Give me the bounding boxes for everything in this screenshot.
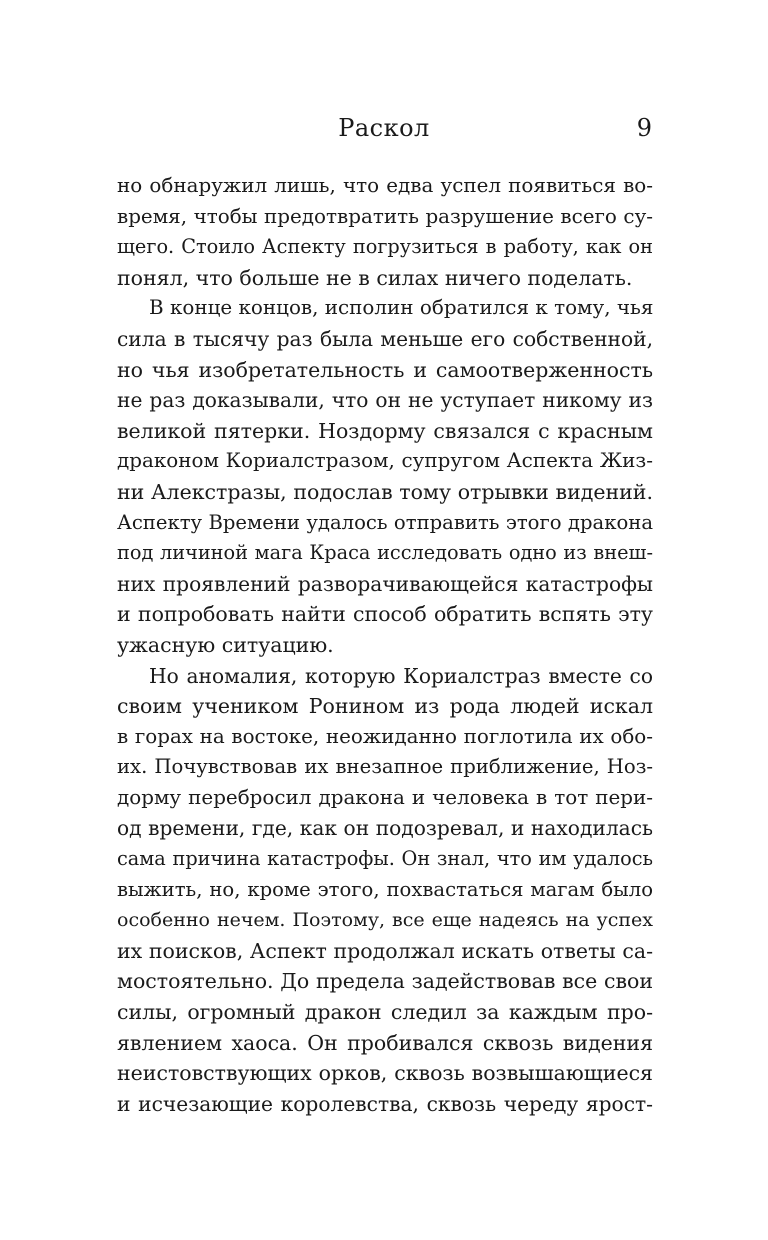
text-line: ужасную ситуацию. bbox=[117, 632, 334, 657]
text-line: их. Почувствовав их внезапное приближение, Ноз- bbox=[117, 755, 653, 779]
text-line: выжить, но, кроме этого, похвастаться магам было bbox=[117, 877, 653, 901]
text-line: силы, огромный дракон следил за каждым про- bbox=[117, 1000, 653, 1025]
body-text bbox=[117, 171, 653, 1119]
text-line: них проявлений разворачивающейся катастрофы bbox=[117, 571, 653, 596]
text-line: и исчезающие королевства, сквозь череду ярост- bbox=[117, 1091, 653, 1116]
text-line: явлением хаоса. Он пробивался сквозь видения bbox=[117, 1030, 653, 1055]
text-line: сама причина катастрофы. Он знал, что им удалось bbox=[117, 847, 653, 871]
text-line: щего. Стоило Аспекту погрузиться в работу, как он bbox=[117, 235, 653, 259]
text-line: од времени, где, как он подозревал, и находилась bbox=[117, 816, 653, 841]
text-line: но чья изобретательность и самоотверженность bbox=[117, 357, 653, 382]
text-line: не раз доказывали, что он не уступает никому из bbox=[117, 388, 653, 413]
text-line: и попробовать найти способ обратить вспять эту bbox=[117, 602, 653, 627]
text-line: время, чтобы предотвратить разрушение всего су- bbox=[117, 204, 653, 228]
text-line: ни Алекстразы, подослав тому отрывки видений. bbox=[117, 479, 653, 504]
text-line: особенно нечем. Поэтому, все еще надеясь на успех bbox=[117, 909, 653, 932]
page-number: 9 bbox=[636, 114, 652, 142]
text-line: Но аномалия, которую Кориалстраз вместе со bbox=[149, 663, 653, 688]
text-line: в горах на востоке, неожиданно поглотила их обо- bbox=[117, 724, 653, 748]
text-line: Аспекту Времени удалось отправить этого дракона bbox=[117, 510, 653, 534]
text-line: мостоятельно. До предела задействовав все свои bbox=[117, 969, 653, 994]
text-line: неистовствующих орков, сквозь возвышающиеся bbox=[117, 1061, 653, 1086]
text-line: их поисков, Аспект продолжал искать ответы са- bbox=[117, 938, 653, 963]
text-line: В конце концов, исполин обратился к тому, чья bbox=[149, 296, 654, 320]
text-line: драконом Кориалстразом, супругом Аспекта Жиз- bbox=[117, 449, 653, 473]
text-line: под личиной мага Краса исследовать одно из внеш- bbox=[117, 541, 653, 565]
running-title: Раскол bbox=[338, 114, 430, 142]
text-line: понял, что больше не в силах ничего поделать. bbox=[117, 265, 633, 290]
text-line: великой пятерки. Ноздорму связался с красным bbox=[117, 418, 653, 443]
text-line: дорму перебросил дракона и человека в тот пери- bbox=[117, 785, 653, 809]
text-line: сила в тысячу раз была меньше его собственной, bbox=[117, 326, 653, 351]
text-line: но обнаружил лишь, что едва успел появиться во- bbox=[117, 174, 653, 197]
text-line: своим учеником Ронином из рода людей искал bbox=[117, 694, 653, 719]
